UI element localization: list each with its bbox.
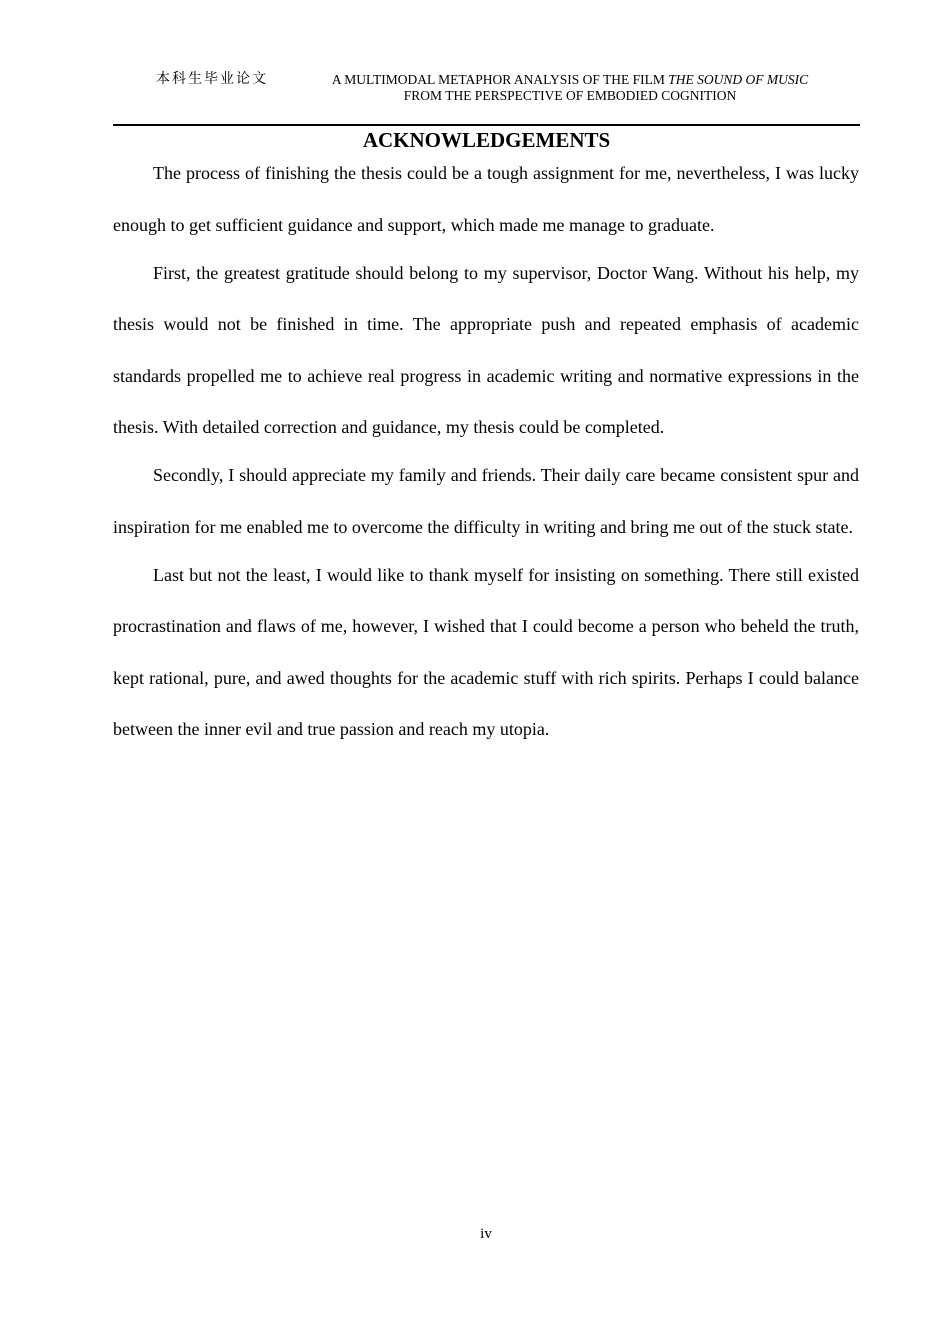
header-thesis-label: 本科生毕业论文: [156, 71, 268, 87]
header-title-line-2: FROM THE PERSPECTIVE OF EMBODIED COGNITION: [403, 88, 737, 103]
page-title: ACKNOWLEDGEMENTS: [362, 128, 611, 152]
header-title-line-1: [300, 72, 840, 88]
page-number: iv: [480, 1226, 492, 1242]
paragraph-2: First, the greatest gratitude should belong to my supervisor, Doctor Wang. Without his help, my thesis would not be finished in time. The appropriate push and repeated emphasis of academic standards propelled me to achieve real progress in academic writing and normative expressions in the thesis. With detailed correction and guidance, my thesis could be completed.: [113, 262, 859, 437]
paragraph-1: The process of finishing the thesis could be a tough assignment for me, nevertheless, I was lucky enough to get sufficient guidance and support, which made me manage to graduate.: [113, 163, 859, 235]
paragraph-3: Secondly, I should appreciate my family and friends. Their daily care became consistent spur and inspiration for me enabled me to overcome the difficulty in writing and bring me out of the stuck state.: [113, 465, 859, 537]
paragraph-4: Last but not the least, I would like to thank myself for insisting on something. There still existed procrastination and flaws of me, however, I wished that I could become a person who beheld the truth, kept rational, pure, and awed thoughts for the academic stuff with rich spirits. Perhaps I could balance between the inner evil and true passion and reach my utopia.: [113, 564, 859, 739]
acknowledgements-body: [113, 148, 859, 756]
header-divider: [113, 124, 860, 126]
header-title-prefix: A MULTIMODAL METAPHOR ANALYSIS OF THE FILM: [331, 72, 669, 87]
header-title-film-name: THE SOUND OF MUSIC: [668, 72, 809, 87]
header-thesis-title: [300, 72, 840, 104]
